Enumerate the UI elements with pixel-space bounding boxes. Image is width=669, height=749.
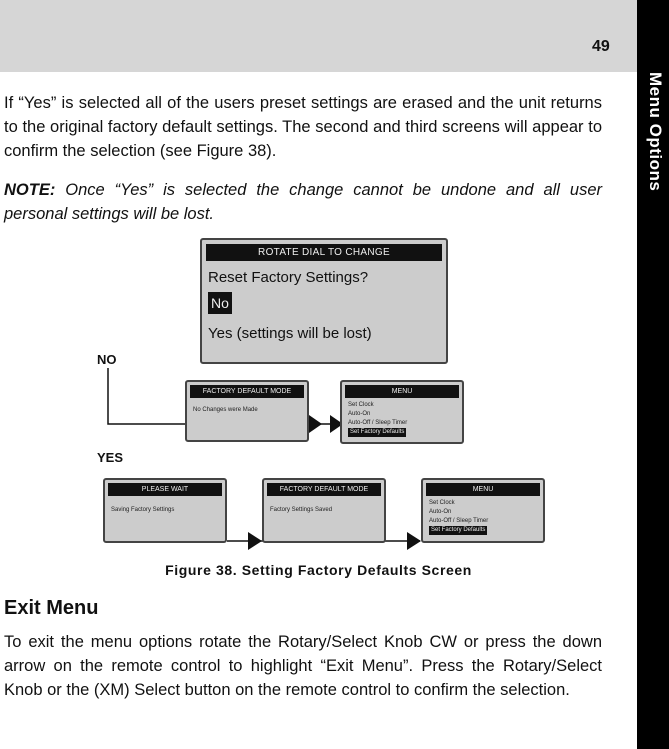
menu-item-selected: Set Factory Defaults — [350, 429, 405, 435]
no-arrow-1 — [309, 415, 322, 433]
option-no: No — [208, 292, 232, 314]
yes-arrow-2 — [407, 532, 421, 550]
screen-text: Saving Factory Settings — [111, 507, 175, 513]
screen-text: Factory Settings Saved — [270, 507, 333, 513]
menu-item: Auto-Off / Sleep Timer — [429, 518, 489, 524]
yes-screen-please-wait — [103, 478, 227, 543]
no-screen-menu — [340, 380, 464, 444]
yes-arrow-1 — [248, 532, 262, 550]
screen-header: FACTORY DEFAULT MODE — [190, 385, 304, 398]
screen-header: MENU — [345, 385, 459, 398]
note-text: Once “Yes” is selected the change cannot be undone and all user personal settings will be lost. — [4, 181, 602, 223]
figure-caption: Figure 38. Setting Factory Defaults Screen — [165, 562, 472, 578]
menu-item: Auto-On — [429, 509, 452, 515]
menu-item: Set Clock — [429, 500, 455, 506]
screen-header: PLEASE WAIT — [108, 483, 222, 496]
sidebar-title: Menu Options — [646, 72, 665, 192]
no-screen-factory-default — [185, 380, 309, 442]
page-number: 49 — [592, 38, 610, 55]
screen-header: FACTORY DEFAULT MODE — [267, 483, 381, 496]
no-label: NO — [97, 352, 117, 367]
yes-screen-factory-default — [262, 478, 386, 543]
screen-text: No Changes were Made — [193, 407, 258, 413]
screen-header: ROTATE DIAL TO CHANGE — [206, 244, 442, 261]
yes-screen-menu — [421, 478, 545, 543]
menu-item: Auto-Off / Sleep Timer — [348, 420, 408, 426]
screen-header: MENU — [426, 483, 540, 496]
yes-label: YES — [97, 450, 124, 465]
screen-title: Reset Factory Settings? — [208, 269, 369, 286]
reset-factory-screen — [200, 238, 448, 364]
menu-item: Auto-On — [348, 411, 371, 417]
page-header-bar — [0, 0, 637, 72]
note-label: NOTE: — [4, 181, 56, 199]
intro-paragraph: If “Yes” is selected all of the users preset settings are erased and the unit returns to the original factory default settings. The second and third screens will appear to confirm the selection (see Figure 38). — [4, 94, 602, 160]
exit-menu-paragraph: To exit the menu options rotate the Rotary/Select Knob CW or press the down arrow on the remote control to highlight “Exit Menu”. Press the Rotary/Select Knob or the (XM) Select button on the remote control to confirm the selection. — [4, 633, 602, 699]
note-paragraph — [4, 178, 602, 226]
exit-menu-heading: Exit Menu — [4, 597, 99, 619]
menu-item: Set Clock — [348, 402, 374, 408]
menu-item-selected: Set Factory Defaults — [431, 527, 486, 533]
option-yes: Yes (settings will be lost) — [208, 325, 372, 342]
